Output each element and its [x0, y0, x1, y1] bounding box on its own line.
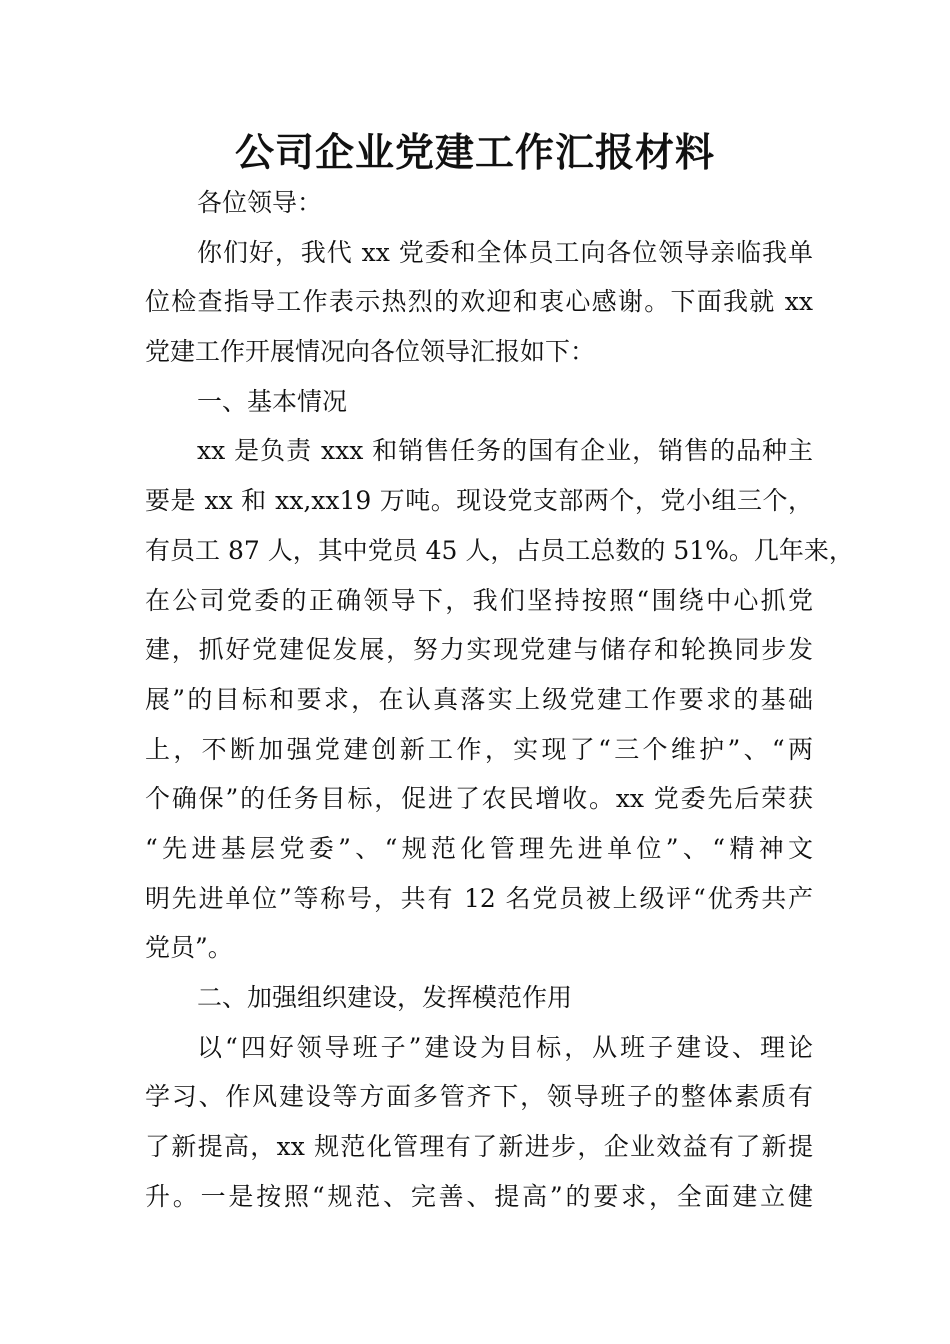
text-line: 二、加强组织建设，发挥模范作用 — [197, 983, 573, 1012]
text-line: 升。一是按照“规范、完善、提高”的要求，全面建立健 — [145, 1181, 813, 1211]
text-line: “先进基层党委”、“规范化管理先进单位”、“精神文 — [145, 833, 813, 863]
text-line: 上，不断加强党建创新工作，实现了“三个维护”、“两 — [145, 734, 813, 764]
text-line: 一、基本情况 — [197, 386, 348, 416]
text-line: 有员工 87 人，其中党员 45 人，占员工总数的 51%。几年来， — [145, 535, 854, 565]
text-line: 以“四好领导班子”建设为目标，从班子建设、理论 — [197, 1032, 813, 1062]
text-line: 建，抓好党建促发展，努力实现党建与储存和轮换同步发 — [145, 635, 813, 665]
text-line: 党建工作开展情况向各位领导汇报如下： — [145, 337, 596, 367]
text-line: 你们好，我代 xx 党委和全体员工向各位领导亲临我单 — [197, 237, 813, 267]
text-line: 明先进单位”等称号，共有 12 名党员被上级评“优秀共产 — [145, 883, 813, 913]
text-line: 各位领导： — [197, 188, 323, 217]
text-line: 学习、作风建设等方面多管齐下，领导班子的整体素质有 — [145, 1082, 813, 1112]
text-line: 个确保”的任务目标，促进了农民增收。xx 党委先后荣获 — [145, 784, 813, 814]
text-line: 展”的目标和要求，在认真落实上级党建工作要求的基础 — [145, 684, 813, 714]
text-line: 了新提高，xx 规范化管理有了新进步，企业效益有了新提 — [145, 1132, 813, 1162]
text-line: 党员”。 — [145, 933, 233, 963]
document-title: 公司企业党建工作汇报材料 — [234, 130, 715, 176]
text-line: xx 是负责 xxx 和销售任务的国有企业，销售的品种主 — [197, 436, 813, 466]
text-line: 在公司党委的正确领导下，我们坚持按照“围绕中心抓党 — [145, 585, 813, 615]
document-body — [145, 178, 854, 1221]
text-line: 要是 xx 和 xx,xx19 万吨。现设党支部两个，党小组三个， — [145, 486, 813, 516]
text-line: 位检查指导工作表示热烈的欢迎和衷心感谢。下面我就 xx — [145, 287, 813, 317]
